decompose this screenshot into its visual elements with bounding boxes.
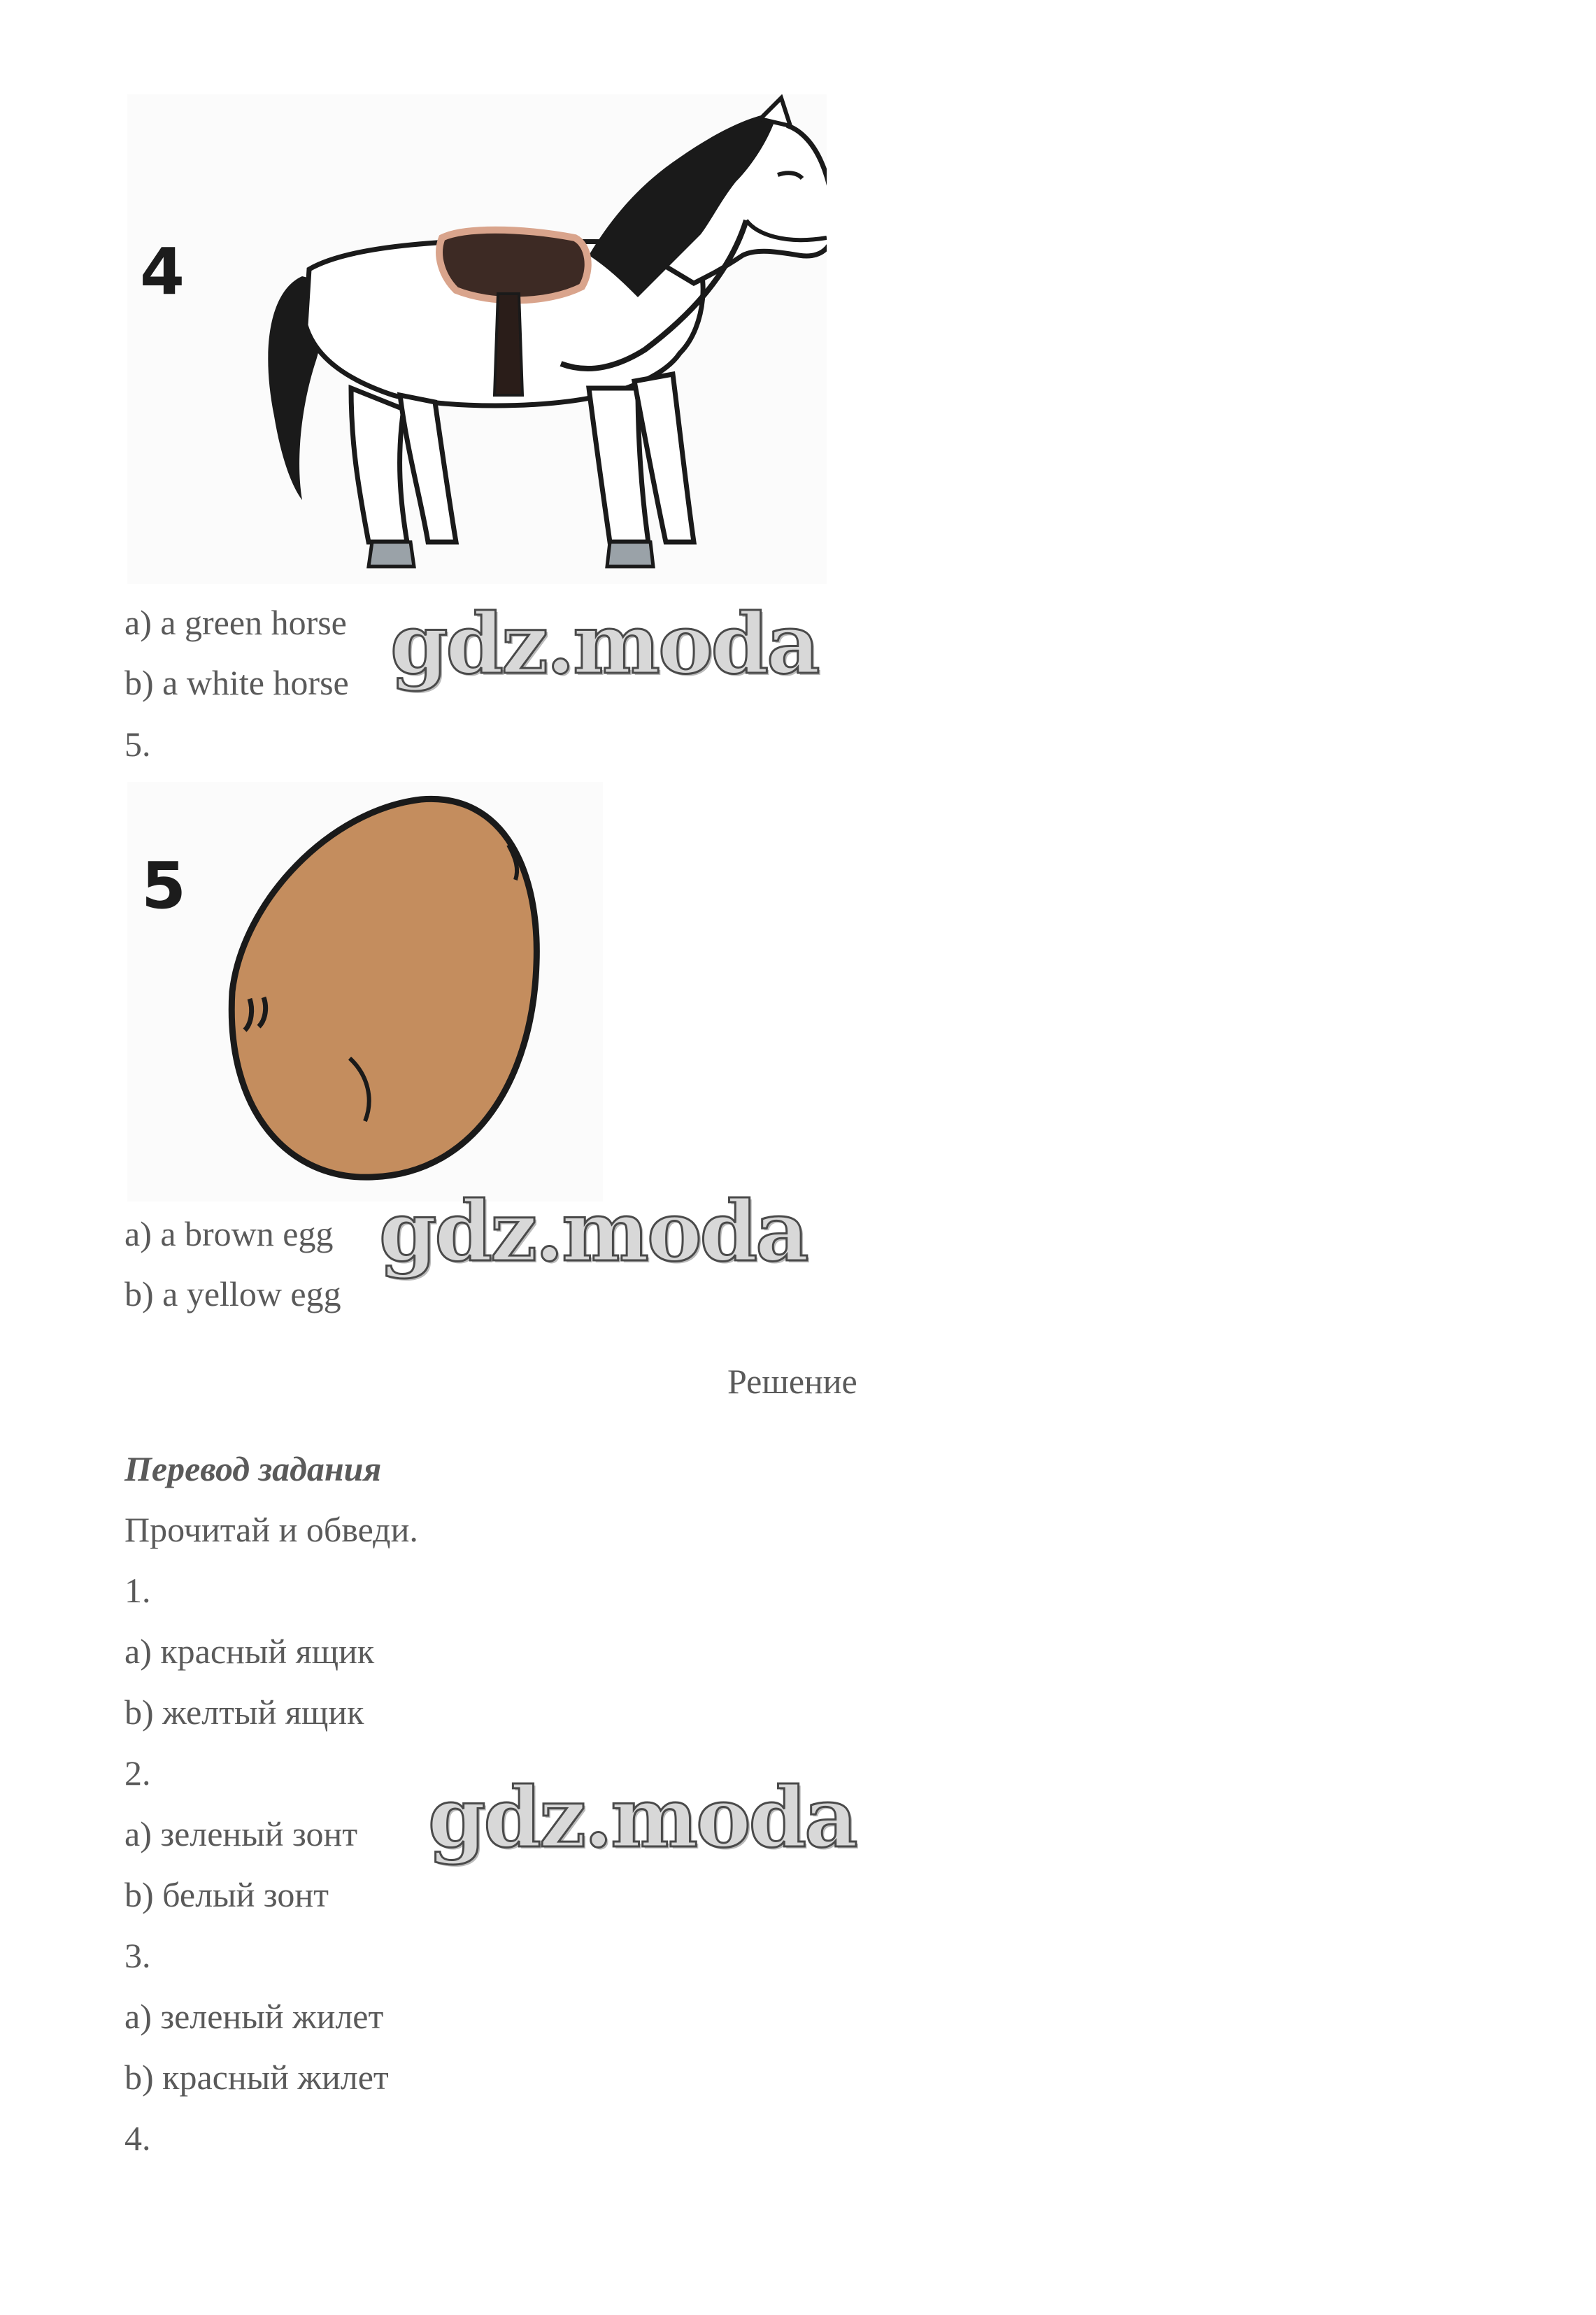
translation-item-number: 3. — [124, 1936, 151, 1975]
solution-title: Решение — [727, 1362, 857, 1401]
egg-figure — [127, 782, 603, 1202]
translation-instruction: Прочитай и обведи. — [124, 1510, 418, 1549]
watermark: gdz.moda — [379, 1183, 807, 1280]
figure-number: 5 — [141, 848, 187, 923]
translation-item-option-b: b) желтый ящик — [124, 1693, 364, 1732]
translation-heading: Перевод задания — [124, 1449, 382, 1488]
translation-item-number: 1. — [124, 1571, 151, 1610]
watermark: gdz.moda — [390, 595, 818, 692]
question-5-option-b: b) a yellow egg — [124, 1274, 341, 1313]
question-4-option-b: b) a white horse — [124, 663, 349, 702]
egg-illustration — [127, 782, 603, 1202]
translation-item-option-a: a) зеленый жилет — [124, 1997, 384, 2036]
figure-number: 4 — [140, 234, 185, 309]
horse-figure — [127, 94, 827, 584]
translation-item-option-b: b) белый зонт — [124, 1875, 329, 1914]
question-5-option-a: a) a brown egg — [124, 1214, 334, 1253]
translation-item-option-a: a) зеленый зонт — [124, 1814, 358, 1853]
translation-item-option-a: a) красный ящик — [124, 1632, 375, 1671]
question-5-number: 5. — [124, 725, 151, 764]
question-4-option-a: a) a green horse — [124, 603, 347, 642]
translation-item-option-b: b) красный жилет — [124, 2058, 389, 2097]
translation-item-number: 2. — [124, 1753, 151, 1793]
horse-illustration — [127, 94, 827, 584]
watermark: gdz.moda — [428, 1769, 856, 1866]
translation-item-number: 4. — [124, 2118, 151, 2158]
